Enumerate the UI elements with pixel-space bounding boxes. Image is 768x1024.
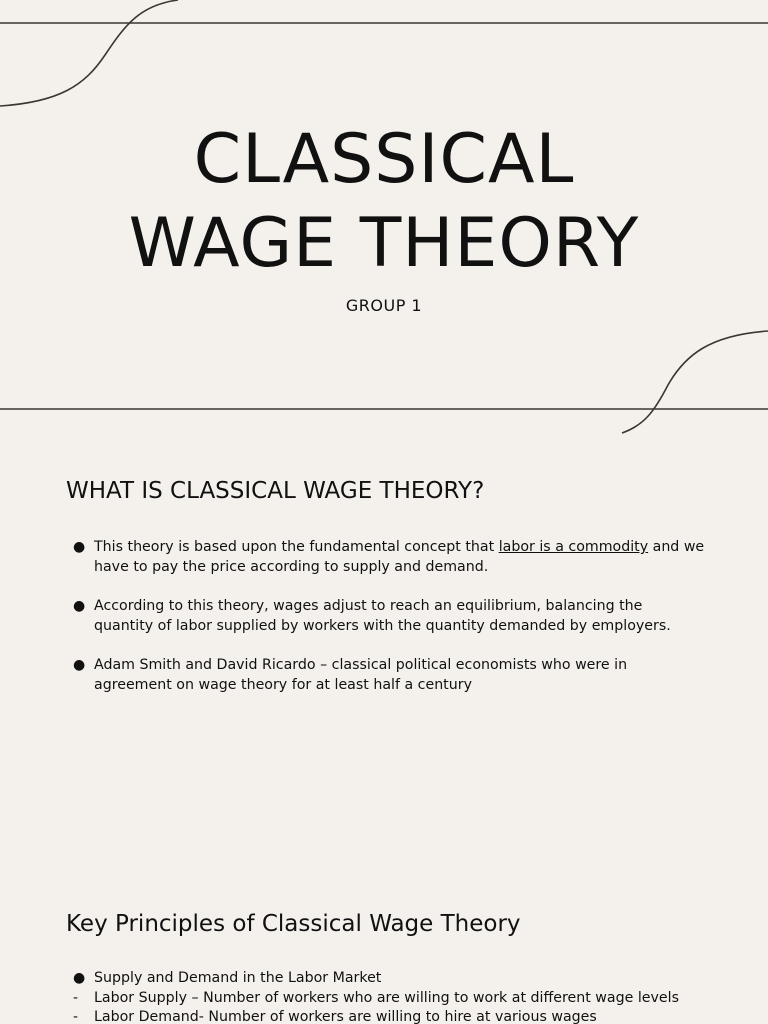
title-line-1: CLASSICAL [193, 120, 575, 199]
bullet-list [66, 538, 706, 695]
list-marker: - [73, 1009, 79, 1024]
bullet-text: and we have to pay the price according to supply and demand. [94, 539, 705, 575]
list-marker: ● [73, 970, 86, 986]
list-item-text: Supply and Demand in the Labor Market [94, 970, 382, 986]
bullet-item [66, 656, 706, 695]
bullet-marker: ● [73, 539, 86, 555]
top-left-curve [0, 0, 178, 106]
bullet-marker: ● [73, 657, 86, 673]
commodity-link[interactable]: labor is a commodity [498, 539, 649, 555]
section-key-principles [66, 909, 706, 1024]
list-item-text: Labor Supply – Number of workers who are willing to work at different wage levels [94, 989, 679, 1006]
bullet-item [66, 597, 706, 636]
section-heading: Key Principles of Classical Wage Theory [66, 911, 521, 937]
principles-list [66, 969, 706, 1024]
list-marker: - [73, 989, 79, 1006]
list-item-text: Labor Demand- Number of workers are willing to hire at various wages [94, 1009, 597, 1024]
list-item [66, 969, 706, 989]
bottom-right-curve [622, 331, 768, 433]
title-slide [0, 0, 768, 434]
bullet-text: This theory is based upon the fundamental concept that [94, 539, 499, 555]
slide-subtitle: GROUP 1 [345, 296, 423, 315]
title-line-2: WAGE THEORY [128, 204, 640, 283]
bullet-item [66, 538, 706, 577]
slide-title [0, 118, 768, 286]
bullet-marker: ● [73, 598, 86, 614]
section-heading: WHAT IS CLASSICAL WAGE THEORY? [66, 478, 485, 504]
bullet-text: According to this theory, wages adjust to reach an equilibrium, balancing the quantity of labor supplied by workers with the quantity demanded by employers. [94, 598, 671, 634]
list-item [66, 989, 706, 1009]
list-item [66, 1008, 706, 1024]
bullet-text: Adam Smith and David Ricardo – classical political economists who were in agreement on wage theory for at least half a century [94, 657, 628, 693]
section-what-is [66, 476, 706, 715]
